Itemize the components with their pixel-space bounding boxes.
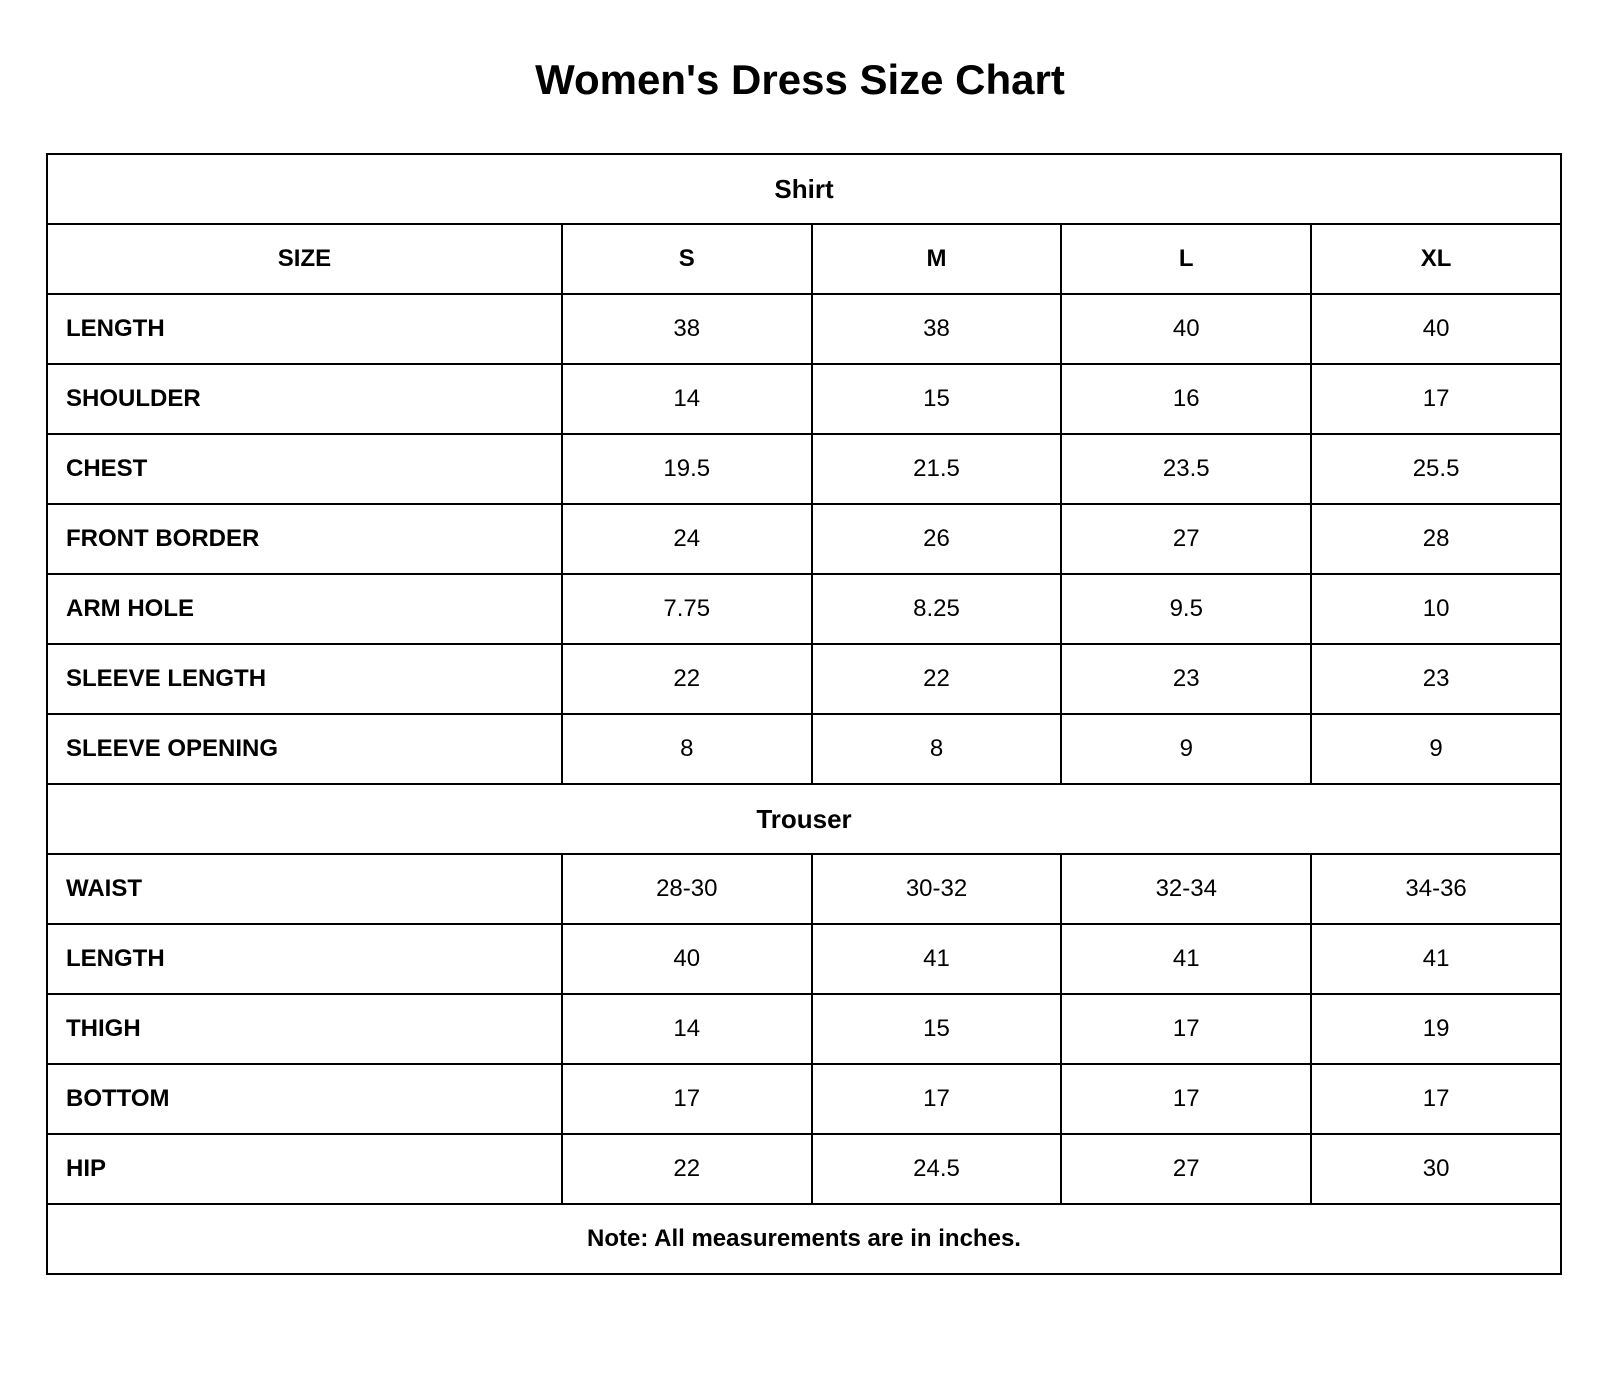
value-cell: 14 <box>562 994 812 1064</box>
value-cell: 8 <box>562 714 812 784</box>
row-label: LENGTH <box>47 924 562 994</box>
trouser-section-row <box>47 784 1561 854</box>
row-label: HIP <box>47 1134 562 1204</box>
value-cell: 8.25 <box>812 574 1062 644</box>
value-cell: 27 <box>1061 1134 1311 1204</box>
row-label: SHOULDER <box>47 364 562 434</box>
row-label: CHEST <box>47 434 562 504</box>
trouser-section-title: Trouser <box>47 784 1561 854</box>
row-label: FRONT BORDER <box>47 504 562 574</box>
page-title: Women's Dress Size Chart <box>535 56 1065 103</box>
value-cell: 22 <box>562 1134 812 1204</box>
row-label: LENGTH <box>47 294 562 364</box>
trouser-row-bottom <box>47 1064 1561 1134</box>
value-cell: 41 <box>812 924 1062 994</box>
shirt-row-sleeve-opening <box>47 714 1561 784</box>
trouser-row-hip <box>47 1134 1561 1204</box>
size-header-xl: XL <box>1311 224 1561 294</box>
value-cell: 17 <box>1061 994 1311 1064</box>
value-cell: 10 <box>1311 574 1561 644</box>
value-cell: 9 <box>1061 714 1311 784</box>
shirt-row-arm-hole <box>47 574 1561 644</box>
trouser-row-thigh <box>47 994 1561 1064</box>
measurement-note: Note: All measurements are in inches. <box>47 1204 1561 1274</box>
value-cell: 15 <box>812 364 1062 434</box>
value-cell: 14 <box>562 364 812 434</box>
value-cell: 27 <box>1061 504 1311 574</box>
value-cell: 38 <box>562 294 812 364</box>
row-label: WAIST <box>47 854 562 924</box>
value-cell: 34-36 <box>1311 854 1561 924</box>
value-cell: 22 <box>562 644 812 714</box>
shirt-section-title: Shirt <box>47 154 1561 224</box>
size-chart-table <box>46 153 1562 1275</box>
value-cell: 28-30 <box>562 854 812 924</box>
row-label: SLEEVE LENGTH <box>47 644 562 714</box>
value-cell: 17 <box>812 1064 1062 1134</box>
value-cell: 19.5 <box>562 434 812 504</box>
row-label: BOTTOM <box>47 1064 562 1134</box>
value-cell: 9.5 <box>1061 574 1311 644</box>
size-header-row <box>47 224 1561 294</box>
value-cell: 21.5 <box>812 434 1062 504</box>
value-cell: 17 <box>1311 364 1561 434</box>
shirt-row-front-border <box>47 504 1561 574</box>
value-cell: 40 <box>562 924 812 994</box>
shirt-section-row <box>47 154 1561 224</box>
value-cell: 30-32 <box>812 854 1062 924</box>
value-cell: 17 <box>562 1064 812 1134</box>
value-cell: 23 <box>1061 644 1311 714</box>
note-row <box>47 1204 1561 1274</box>
value-cell: 32-34 <box>1061 854 1311 924</box>
value-cell: 8 <box>812 714 1062 784</box>
row-label: ARM HOLE <box>47 574 562 644</box>
value-cell: 17 <box>1061 1064 1311 1134</box>
value-cell: 9 <box>1311 714 1561 784</box>
row-label: THIGH <box>47 994 562 1064</box>
value-cell: 15 <box>812 994 1062 1064</box>
value-cell: 19 <box>1311 994 1561 1064</box>
value-cell: 25.5 <box>1311 434 1561 504</box>
size-header-m: M <box>812 224 1062 294</box>
value-cell: 40 <box>1061 294 1311 364</box>
shirt-row-chest <box>47 434 1561 504</box>
value-cell: 23 <box>1311 644 1561 714</box>
size-header-s: S <box>562 224 812 294</box>
shirt-row-sleeve-length <box>47 644 1561 714</box>
row-label: SLEEVE OPENING <box>47 714 562 784</box>
value-cell: 24 <box>562 504 812 574</box>
size-header-label: SIZE <box>47 224 562 294</box>
value-cell: 30 <box>1311 1134 1561 1204</box>
trouser-row-waist <box>47 854 1561 924</box>
trouser-row-length <box>47 924 1561 994</box>
value-cell: 16 <box>1061 364 1311 434</box>
value-cell: 7.75 <box>562 574 812 644</box>
value-cell: 24.5 <box>812 1134 1062 1204</box>
value-cell: 28 <box>1311 504 1561 574</box>
value-cell: 23.5 <box>1061 434 1311 504</box>
value-cell: 22 <box>812 644 1062 714</box>
size-chart-body <box>47 154 1561 1274</box>
value-cell: 40 <box>1311 294 1561 364</box>
value-cell: 17 <box>1311 1064 1561 1134</box>
value-cell: 41 <box>1311 924 1561 994</box>
value-cell: 41 <box>1061 924 1311 994</box>
value-cell: 26 <box>812 504 1062 574</box>
shirt-row-length <box>47 294 1561 364</box>
size-header-l: L <box>1061 224 1311 294</box>
value-cell: 38 <box>812 294 1062 364</box>
shirt-row-shoulder <box>47 364 1561 434</box>
